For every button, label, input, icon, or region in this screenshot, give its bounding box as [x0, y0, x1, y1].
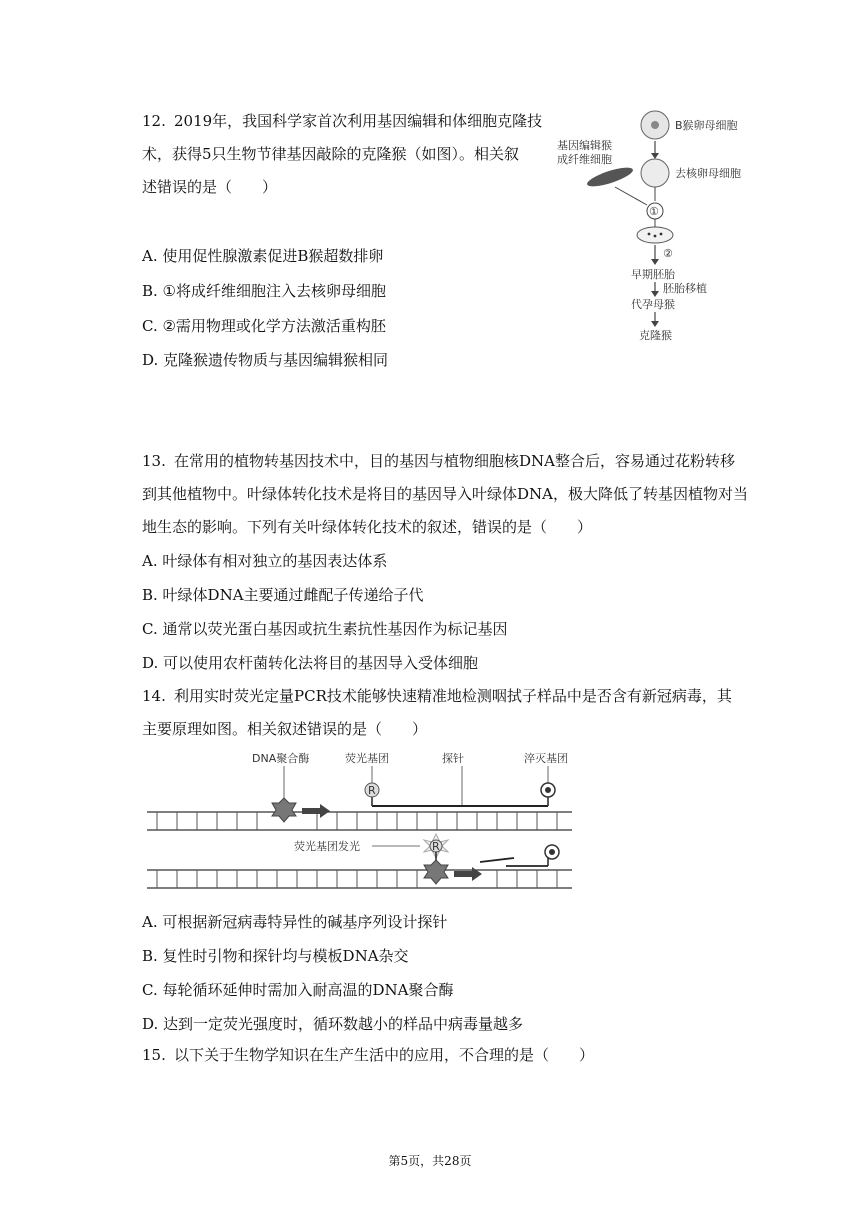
- label-step-1: ①: [649, 205, 659, 218]
- q13-option-c: C. 通常以荧光蛋白基因或抗生素抗性基因作为标记基因: [142, 620, 508, 638]
- q12-option-a: A. 使用促性腺激素促进B猴超数排卵: [142, 247, 384, 265]
- label-enucleated: 去核卵母细胞: [675, 167, 741, 180]
- page-footer: 第5页，共28页: [388, 1154, 472, 1168]
- question-12-line-2: 术，获得5只生物节律基因敲除的克隆猴（如图）。相关叙: [142, 145, 520, 163]
- question-12-line-1: 12. 2019年，我国科学家首次利用基因编辑和体细胞克隆技: [142, 105, 552, 138]
- question-number: 13.: [142, 452, 166, 470]
- label-fibro-1: 基因编辑猴: [557, 139, 612, 152]
- q14-option-a: A. 可根据新冠病毒特异性的碱基序列设计探针: [142, 913, 448, 931]
- fibroblast-cell: [585, 164, 634, 190]
- pcr-probe-diagram: [142, 748, 582, 898]
- question-12: [142, 105, 552, 204]
- question-15-line-1: 15. 以下关于生物学知识在生产生活中的应用，不合理的是（ ）: [142, 1039, 762, 1072]
- label-fluor: 荧光基团: [345, 752, 389, 765]
- question-number: 14.: [142, 687, 166, 705]
- question-13-line-1: 13. 在常用的植物转基因技术中，目的基因与植物细胞核DNA整合后，容易通过花粉转移: [142, 445, 762, 478]
- question-13: [142, 445, 762, 544]
- question-14: [142, 680, 762, 746]
- label-fibro-2: 成纤维细胞: [557, 153, 612, 166]
- arrow-converge-left: [615, 187, 647, 205]
- dna-strand-bottom: [147, 870, 572, 888]
- label-clone: 克隆猴: [639, 329, 672, 342]
- question-14-line-2: 主要原理如图。相关叙述错误的是（ ）: [142, 720, 428, 738]
- cloning-diagram: [555, 105, 795, 345]
- fluor-r: R: [368, 784, 376, 797]
- label-emit: 荧光基团发光: [294, 840, 360, 853]
- label-b-egg: B猴卵母细胞: [675, 119, 738, 132]
- arrowhead: [651, 153, 659, 159]
- question-number: 15.: [142, 1046, 166, 1064]
- q12-option-d: D. 克隆猴遗传物质与基因编辑猴相同: [142, 351, 389, 369]
- label-probe: 探针: [442, 752, 464, 765]
- q14-option-b: B. 复性时引物和探针均与模板DNA杂交: [142, 947, 409, 965]
- q13-option-d: D. 可以使用农杆菌转化法将目的基因导入受体细胞: [142, 654, 479, 672]
- dna-rungs-top: [157, 812, 557, 830]
- q12-option-b: B. ①将成纤维细胞注入去核卵母细胞: [142, 282, 387, 300]
- q14-option-d: D. 达到一定荧光强度时，循环数越小的样品中病毒量越多: [142, 1015, 524, 1033]
- question-13-line-2: 到其他植物中。叶绿体转化技术是将目的基因导入叶绿体DNA，极大降低了转基因植物对当: [142, 485, 748, 503]
- question-15: [142, 1039, 762, 1072]
- label-polymerase: DNA聚合酶: [252, 752, 310, 765]
- fluor-r-released: R: [432, 840, 440, 853]
- q13-option-b: B. 叶绿体DNA主要通过雌配子传递给子代: [142, 586, 424, 604]
- q13-option-a: A. 叶绿体有相对独立的基因表达体系: [142, 552, 388, 570]
- label-quencher: 淬灭基团: [524, 752, 568, 765]
- polymerase-icon-bottom: [424, 860, 448, 884]
- q14-option-c: C. 每轮循环延伸时需加入耐高温的DNA聚合酶: [142, 981, 454, 999]
- question-12-line-3: 述错误的是（ ）: [142, 178, 278, 196]
- question-13-line-3: 地生态的影响。下列有关叶绿体转化技术的叙述，错误的是（ ）: [142, 518, 593, 536]
- question-number: 12.: [142, 112, 166, 130]
- question-14-line-1: 14. 利用实时荧光定量PCR技术能够快速精准地检测咽拭子样品中是否含有新冠病毒，其: [142, 680, 762, 713]
- polymerase-icon: [272, 798, 296, 822]
- b-egg-nucleus: [651, 121, 659, 129]
- label-early-embryo: 早期胚胎: [631, 268, 675, 281]
- direction-arrow-bottom: [454, 867, 482, 881]
- q12-option-c: C. ②需用物理或化学方法激活重构胚: [142, 317, 386, 335]
- direction-arrow: [302, 804, 330, 818]
- label-transfer: 胚胎移植: [663, 282, 707, 295]
- label-step-2: ②: [663, 247, 673, 260]
- dna-rungs-bottom: [157, 870, 557, 888]
- dna-strand-top: [147, 812, 572, 830]
- enucleated-egg: [641, 159, 669, 187]
- label-surrogate: 代孕母猴: [631, 298, 675, 311]
